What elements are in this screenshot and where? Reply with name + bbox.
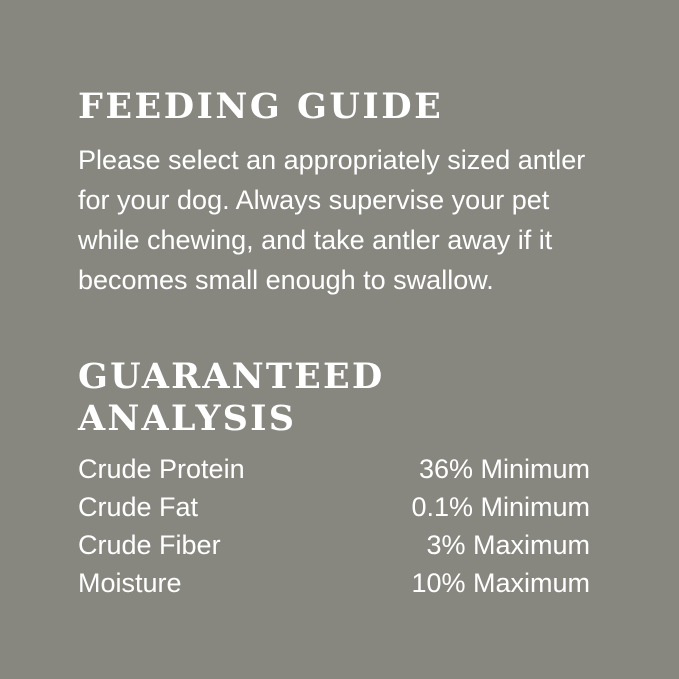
nutrient-value: 10% Maximum bbox=[411, 568, 590, 598]
nutrient-value: 36% Minimum bbox=[418, 454, 590, 484]
label-content bbox=[78, 86, 598, 602]
feeding-guide-title: FEEDING GUIDE bbox=[78, 86, 444, 127]
guaranteed-analysis-title: GUARANTEED ANALYSIS bbox=[78, 356, 385, 439]
nutrient-name: Crude Fat bbox=[78, 492, 199, 522]
table-row bbox=[78, 450, 590, 488]
nutrient-name: Moisture bbox=[78, 568, 182, 598]
table-row bbox=[78, 488, 590, 526]
nutrient-value: 0.1% Minimum bbox=[411, 492, 590, 522]
nutrient-value: 3% Maximum bbox=[426, 530, 590, 560]
nutrient-name: Crude Protein bbox=[78, 454, 245, 484]
guaranteed-analysis-table bbox=[78, 450, 590, 602]
feeding-guide-body: Please select an appropriately sized antler for your dog. Always supervise your pet while chewing, and take antler away if it becomes small enough to swallow. bbox=[78, 145, 586, 295]
table-row bbox=[78, 526, 590, 564]
table-row bbox=[78, 564, 590, 602]
guaranteed-analysis-section bbox=[78, 356, 598, 602]
nutrient-name: Crude Fiber bbox=[78, 530, 221, 560]
feeding-guide-section bbox=[78, 86, 598, 300]
analysis-table-body bbox=[78, 450, 590, 602]
